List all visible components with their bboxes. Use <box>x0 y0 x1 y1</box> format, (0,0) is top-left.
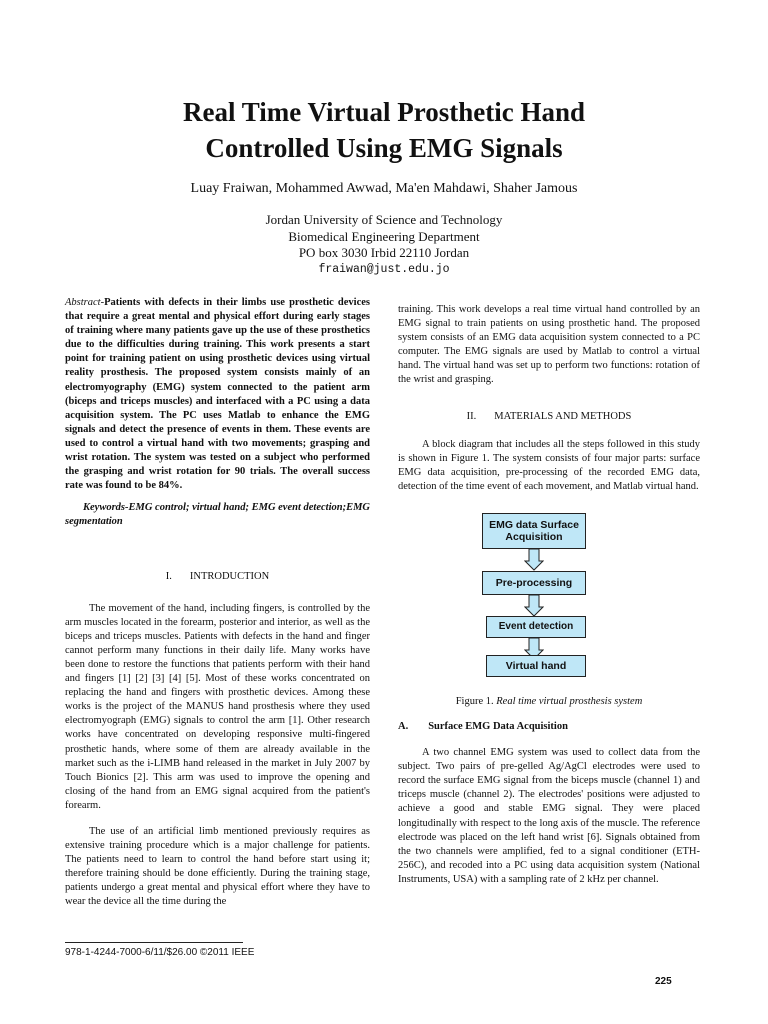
author-email: fraiwan@just.edu.jo <box>318 262 450 276</box>
affiliation-department: Biomedical Engineering Department <box>288 228 480 244</box>
page-number: 225 <box>655 976 672 987</box>
figure-caption <box>398 696 700 707</box>
figure-caption-prefix: Figure 1. <box>455 696 494 707</box>
figure-caption-text: Real time virtual prosthesis system <box>496 696 643 707</box>
block-diagram <box>398 505 700 685</box>
subsection-a-paragraph: A two channel EMG system was used to collect data from the subject. Two pairs of pre-gelled Ag/AgCl electrodes were used to record the surface EMG signal from the biceps muscle (channel 1) and triceps muscle (channel 2). The electrodes' positions were adjusted to achieve a good and stable EMG signal. They were placed longitudinally with respect to the long axis of the muscle. The reference electrode was placed on the left hand wrist [6]. Signals obtained from the two channels were amplified, fed to a signal conditioner (ETH-256C), and recoded into a PC using data acquisition system (National Instruments, USA) with a sampling rate of 2 kHz per channel. <box>398 747 700 885</box>
affiliation-address: PO box 3030 Irbid 22110 Jordan <box>298 245 470 260</box>
block-preprocessing: Pre-processing <box>482 571 586 595</box>
right-column-bottom <box>398 720 700 887</box>
affiliation-block <box>60 212 708 278</box>
introduction-heading <box>65 570 370 584</box>
arrow-down-icon <box>524 549 544 571</box>
methods-title: MATERIALS AND METHODS <box>494 410 632 422</box>
intro-paragraph-1: The movement of the hand, including fingers, is controlled by the arm muscles located in the forearm, posterior and interior, as well as the biceps and triceps muscles. Patients with defects in the hand and finger cannot perform many functions in their daily life. Many works have been done to restore the functions that patients perform with their hand and fingers [1] [2] [3] [4] [5]. Most of these works concentrated on replacing the hand and fingers with prosthetic devices. Among these works is the project of the MANUS hand prosthesis where they used electromyograph (EMG) signals to control the arm [1]. Other research works have concentrated on developing responsive multi-fingered prosthetic hands, where some of them are already available in the market such as the i-LIMB hand released in the market in July 2007 by Touch Bionics [2]. This arm was used to improve the opening and closing of the hand from an EMG signal acquired from the patient's forearm. <box>65 602 370 811</box>
right-column-top <box>398 303 700 494</box>
abstract <box>65 296 370 493</box>
abstract-label: Abstract- <box>65 297 105 308</box>
intro-paragraph-2: The use of an artificial limb mentioned previously requires as extensive training procedure which is a major challenge for patients. The patients need to learn to control the hand before start using it; therefore training should be done efficiently. During the training stage, patients undergo a great mental and physical effort where they have to wear the device all the time during the <box>65 826 370 908</box>
title-line-2: Controlled Using EMG Signals <box>205 133 563 163</box>
keywords <box>65 501 370 529</box>
left-column <box>65 296 370 910</box>
subsection-a-heading <box>398 720 700 734</box>
footnote-divider <box>65 942 243 943</box>
introduction-title: INTRODUCTION <box>189 570 270 582</box>
author-list: Luay Fraiwan, Mohammed Awwad, Ma'en Mahdawi, Shaher Jamous <box>190 181 578 196</box>
block-emg-acquisition: EMG data Surface Acquisition <box>482 513 586 549</box>
arrow-down-icon <box>524 595 544 617</box>
intro-continuation: training. This work develops a real time virtual hand controlled by an EMG signal to train patients on using prosthetic hand. The proposed system consists of an EMG data acquisition system connected to a PC computer. The EMG signals are used by Matlab to control a virtual hand. The virtual hand was set up to perform two functions: rotation of the wrist and grasping. <box>398 304 700 386</box>
keywords-label: Keywords- <box>83 502 129 514</box>
introduction-number: I. <box>165 570 172 582</box>
subsection-a-letter: A. <box>398 721 409 732</box>
subsection-a-title: Surface EMG Data Acquisition <box>428 721 568 732</box>
methods-number: II. <box>466 410 477 422</box>
abstract-text: Patients with defects in their limbs use prosthetic devices that require a great mental and physical effort during early stages of training where many patients gave up the use of these prosthetics due to the difficulties during training. This work presents a start point for training patient on using prosthetic devices using virtual reality prosthesis. The proposed system consists mainly of an electromyography (EMG) system connected to the patient arm (biceps and triceps muscles) and interfaced with a PC using a data acquisition system. The PC uses Matlab to enhance the EMG signals and detect the presence of events in them. These events are used to control a virtual hand with two movements; grasping and wrist rotation. The system was tested on a subject who performed the grasping and wrist rotation for 90 trials. The overall success rate was found to be 84%. <box>65 297 370 492</box>
keywords-text: EMG control; virtual hand; EMG event detection;EMG segmentation <box>65 502 371 528</box>
paper-title <box>60 94 708 166</box>
block-virtual-hand: Virtual hand <box>486 655 586 677</box>
title-line-1: Real Time Virtual Prosthetic Hand <box>183 97 585 127</box>
block-event-detection: Event detection <box>486 616 586 638</box>
methods-heading <box>398 410 700 424</box>
affiliation-university: Jordan University of Science and Technology <box>265 212 503 227</box>
methods-paragraph: A block diagram that includes all the steps followed in this study is shown in Figure 1. The system consists of four major parts: surface EMG data acquisition, pre-processing of the recorded EMG data, detection of the time event of each movement, and Matlab virtual hand. <box>398 438 700 492</box>
copyright-footnote: 978-1-4244-7000-6/11/$26.00 ©2011 IEEE <box>65 947 255 958</box>
